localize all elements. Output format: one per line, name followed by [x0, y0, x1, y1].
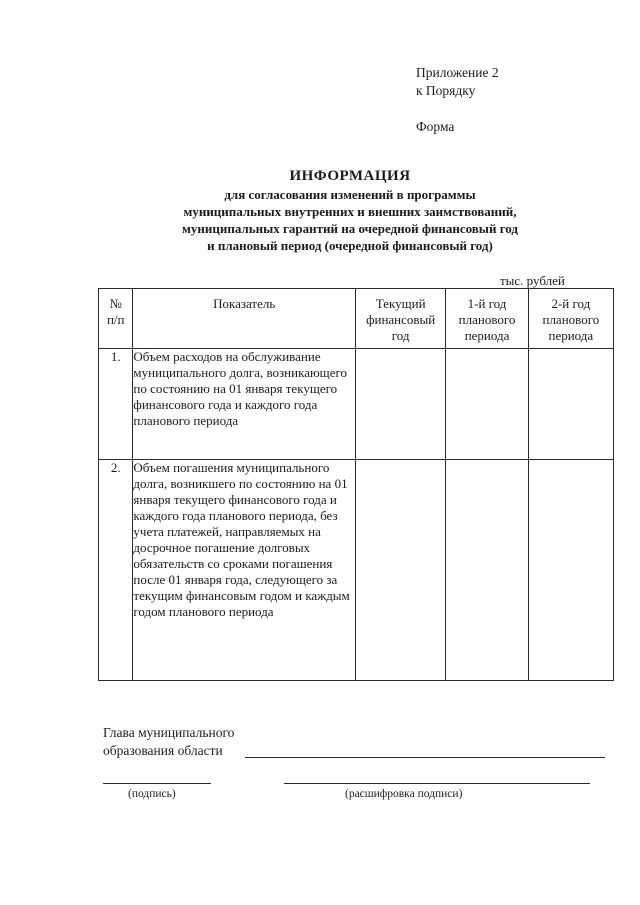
table-row: [99, 349, 614, 460]
header-plan2-line-2: планового: [542, 312, 600, 327]
signatory-line-2: образования области: [103, 743, 223, 758]
signatory-title: [103, 724, 234, 760]
subtitle-line-1: для согласования изменений в программы: [224, 187, 476, 202]
row-2-num: 2.: [99, 460, 133, 681]
decoding-caption: (расшифровка подписи): [345, 788, 463, 800]
appendix-line-2: к Порядку: [416, 83, 476, 98]
header-num: [99, 289, 133, 349]
header-num-line-1: №: [109, 296, 122, 311]
subtitle-line-2: муниципальных внутренних и внешних заимствований,: [183, 204, 517, 219]
row-2-plan1[interactable]: [446, 460, 528, 681]
row-1-plan1[interactable]: [446, 349, 528, 460]
table-row: [99, 460, 614, 681]
row-2-plan2[interactable]: [528, 460, 613, 681]
row-1-plan2[interactable]: [528, 349, 613, 460]
units-label: тыс. рублей: [500, 273, 565, 288]
header-indicator-text: Показатель: [213, 296, 276, 311]
appendix-reference: [416, 64, 499, 100]
document-title: [0, 167, 640, 254]
appendix-line-1: Приложение 2: [416, 65, 499, 80]
header-current-line-2: финансовый: [366, 312, 436, 327]
signatory-line[interactable]: [245, 757, 605, 758]
header-plan1-line-1: 1-й год: [467, 296, 507, 311]
header-plan2-line-1: 2-й год: [551, 296, 591, 311]
row-2-indicator: Объем погашения муниципального долга, возникшего по состоянию на 01 января текущего финансового года и каждого года планового периода, без учета платежей, направляемых на досрочное погашение долговых обязательств со сроками погашения после 01 января года, следующего за текущим финансовым годом и каждым годом планового периода: [133, 460, 356, 681]
table-header-row: [99, 289, 614, 349]
header-plan1-line-3: периода: [464, 328, 510, 343]
header-indicator: [133, 289, 356, 349]
row-1-current[interactable]: [355, 349, 445, 460]
header-plan-year-2: [528, 289, 613, 349]
header-num-line-2: п/п: [106, 312, 125, 327]
header-current-line-1: Текущий: [375, 296, 426, 311]
header-current-line-3: год: [391, 328, 410, 343]
subtitle-line-3: муниципальных гарантий на очередной финансовый год: [182, 221, 518, 236]
row-1-indicator: Объем расходов на обслуживание муниципального долга, возникающего по состоянию на 01 января текущего финансового года и каждого года планового периода: [133, 349, 356, 460]
signature-decoding-line[interactable]: [284, 783, 590, 784]
header-plan1-line-2: планового: [458, 312, 516, 327]
form-label: Форма: [416, 119, 455, 134]
header-plan2-line-3: периода: [548, 328, 594, 343]
subtitle-line-4: и плановый период (очередной финансовый год): [207, 238, 493, 253]
signature-caption: (подпись): [128, 788, 176, 800]
row-2-current[interactable]: [355, 460, 445, 681]
title-main: ИНФОРМАЦИЯ: [289, 168, 411, 184]
information-table: [98, 288, 614, 681]
signatory-line-1: Глава муниципального: [103, 725, 235, 740]
row-1-num: 1.: [99, 349, 133, 460]
header-current-year: [355, 289, 445, 349]
signature-line[interactable]: [103, 783, 211, 784]
header-plan-year-1: [446, 289, 528, 349]
